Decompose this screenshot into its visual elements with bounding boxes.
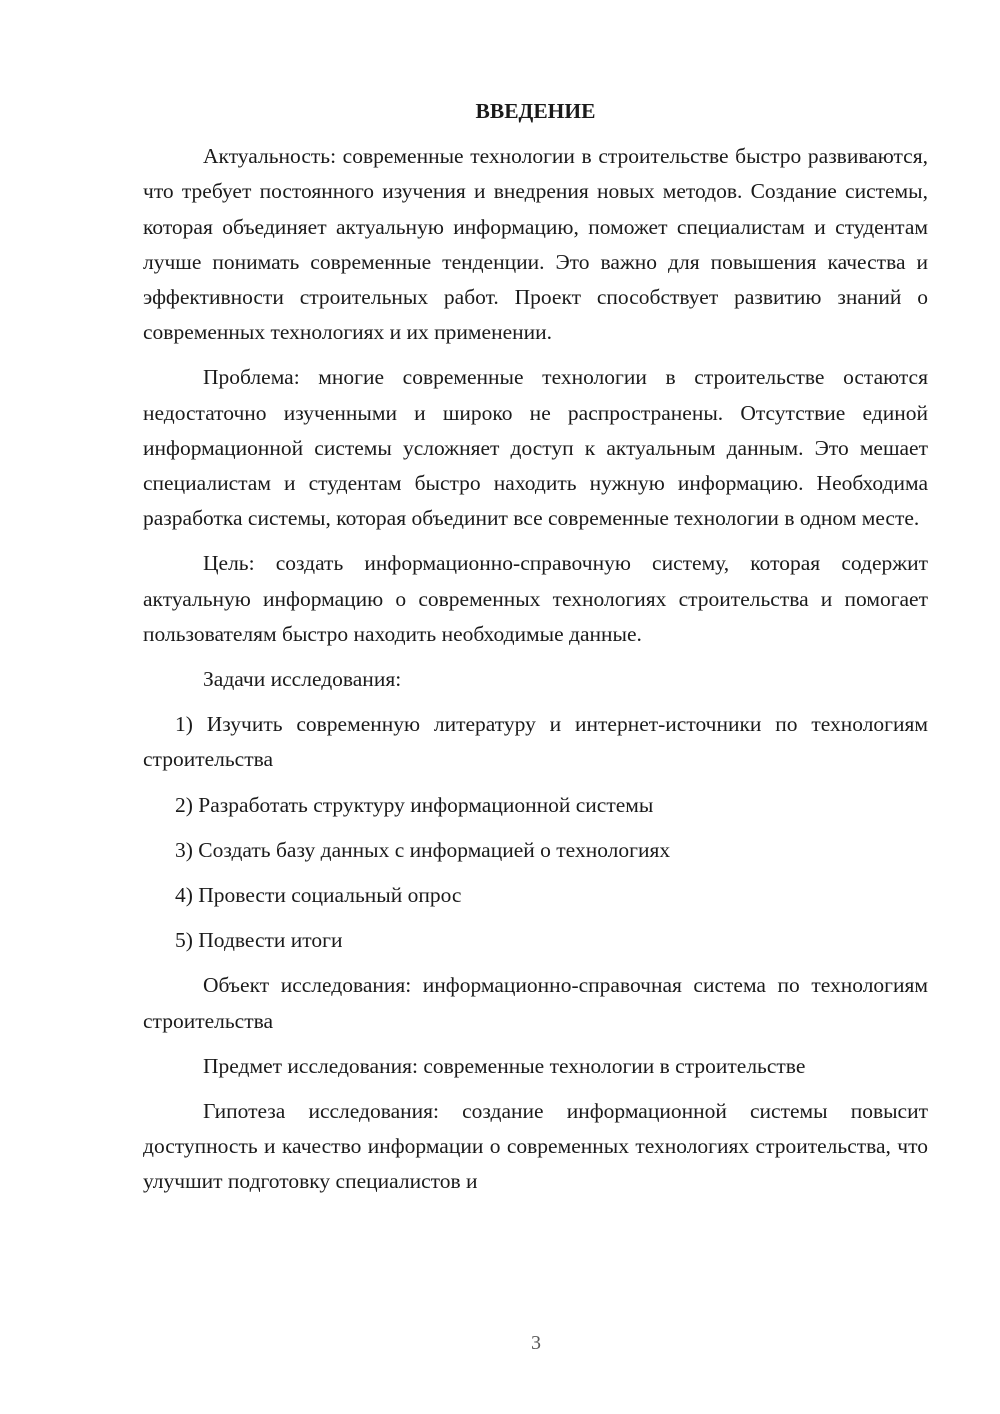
task-item-2: 2) Разработать структуру информационной системы: [175, 792, 654, 817]
paragraph-relevance: Актуальность: современные технологии в строительстве быстро развиваются, что требует постоянного изучения и внедрения новых методов. Создание системы, которая объединяет актуальную информацию, поможет специалистам и студентам лучше понимать современные тенденции. Это важно для повышения качества и эффективности строительных работ. Проект способствует развитию знаний о современных технологиях и их применении.: [143, 144, 928, 345]
page-content: [143, 94, 928, 1200]
section-heading: ВВЕДЕНИЕ: [475, 99, 596, 123]
paragraph-problem: Проблема: многие современные технологии в строительстве остаются недостаточно изученными и широко не распространены. Отсутствие единой информационной системы усложняет доступ к актуальным данным. Это мешает специалистам и студентам быстро находить нужную информацию. Необходима разработка системы, которая объединит все современные технологии в одном месте.: [143, 365, 928, 531]
task-item-1: 1) Изучить современную литературу и интернет-источники по технологиям строительства: [143, 712, 928, 772]
paragraph-goal: Цель: создать информационно-справочную систему, которая содержит актуальную информацию о современных технологиях строительства и помогает пользователям быстро находить необходимые данные.: [143, 551, 928, 646]
paragraph-object: Объект исследования: информационно-справочная система по технологиям строительства: [143, 973, 928, 1033]
tasks-heading: Задачи исследования:: [203, 667, 402, 692]
paragraph-subject: Предмет исследования: современные технологии в строительстве: [203, 1053, 806, 1078]
task-item-5: 5) Подвести итоги: [175, 928, 343, 953]
task-item-3: 3) Создать базу данных с информацией о технологиях: [175, 837, 671, 862]
paragraph-hypothesis: Гипотеза исследования: создание информационной системы повысит доступность и качество информации о современных технологиях строительства, что улучшит подготовку специалистов и: [143, 1099, 928, 1194]
task-item-4: 4) Провести социальный опрос: [175, 883, 462, 908]
page-number: 3: [531, 1332, 541, 1354]
